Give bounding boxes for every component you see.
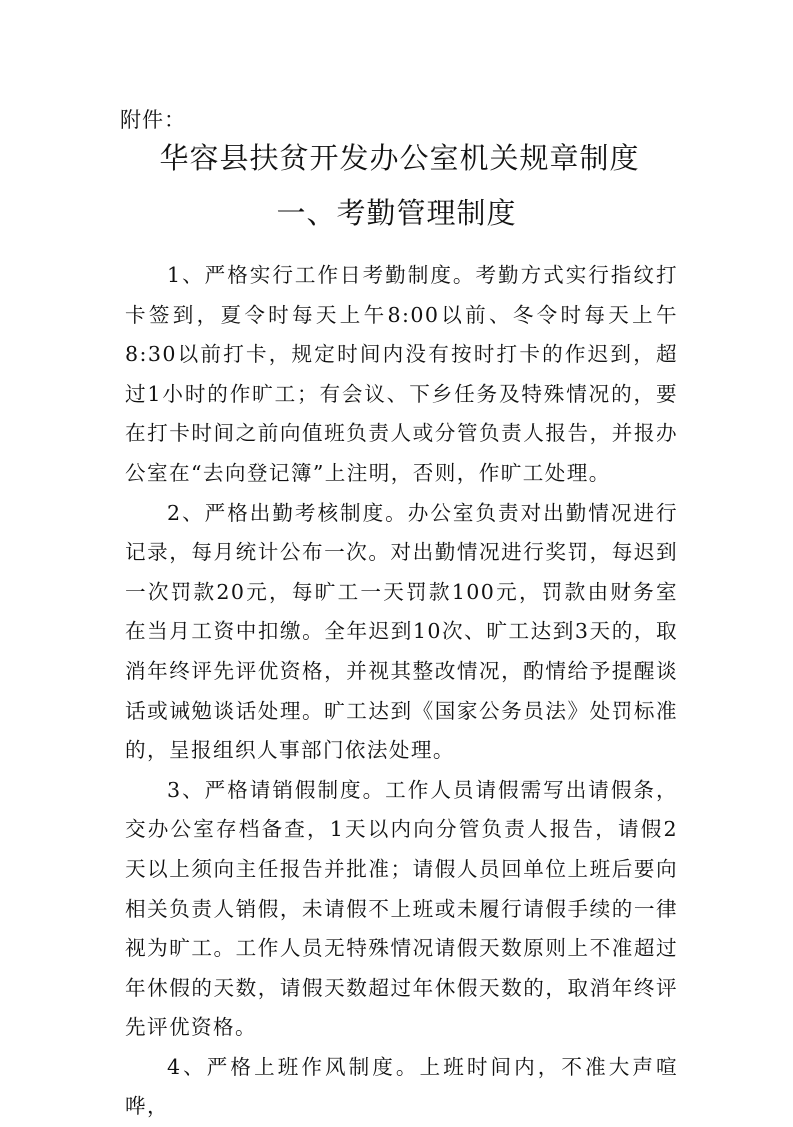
attachment-label: 附件： [120, 108, 186, 132]
document-body [125, 256, 678, 1127]
paragraph-3: 3、严格请销假制度。工作人员请假需写出请假条，交办公室存档备查，1天以内向分管负责人报告，请假2天以上须向主任报告并批准；请假人员回单位上班后要向相关负责人销假，未请假不上班或未履行请假手续的一律视为旷工。工作人员无特殊情况请假天数原则上不准超过年休假的天数，请假天数超过年休假天数的，取消年终评先评优资格。 [125, 777, 678, 1040]
paragraph-4: 4、严格上班作风制度。上班时间内，不准大声喧哗， [125, 1054, 678, 1119]
paragraph-2: 2、严格出勤考核制度。办公室负责对出勤情况进行记录，每月统计公布一次。对出勤情况进行奖罚，每迟到一次罚款20元，每旷工一天罚款100元，罚款由财务室在当月工资中扣缴。全年迟到10次、旷工达到3天的，取消年终评先评优资格，并视其整改情况，酌情给予提醒谈话或诫勉谈话处理。旷工达到《国家公务员法》处罚标准的，呈报组织人事部门依法处理。 [125, 500, 678, 763]
document-title: 华容县扶贫开发办公室机关规章制度 [159, 141, 640, 175]
paragraph-1: 1、严格实行工作日考勤制度。考勤方式实行指纹打卡签到，夏令时每天上午8:00以前、冬令时每天上午8:30以前打卡，规定时间内没有按时打卡的作迟到，超过1小时的作旷工；有会议、下乡任务及特殊情况的，要在打卡时间之前向值班负责人或分管负责人报告，并报办公室在“去向登记簿”上注明，否则，作旷工处理。 [125, 263, 678, 485]
section-title: 一、考勤管理制度 [276, 196, 517, 230]
